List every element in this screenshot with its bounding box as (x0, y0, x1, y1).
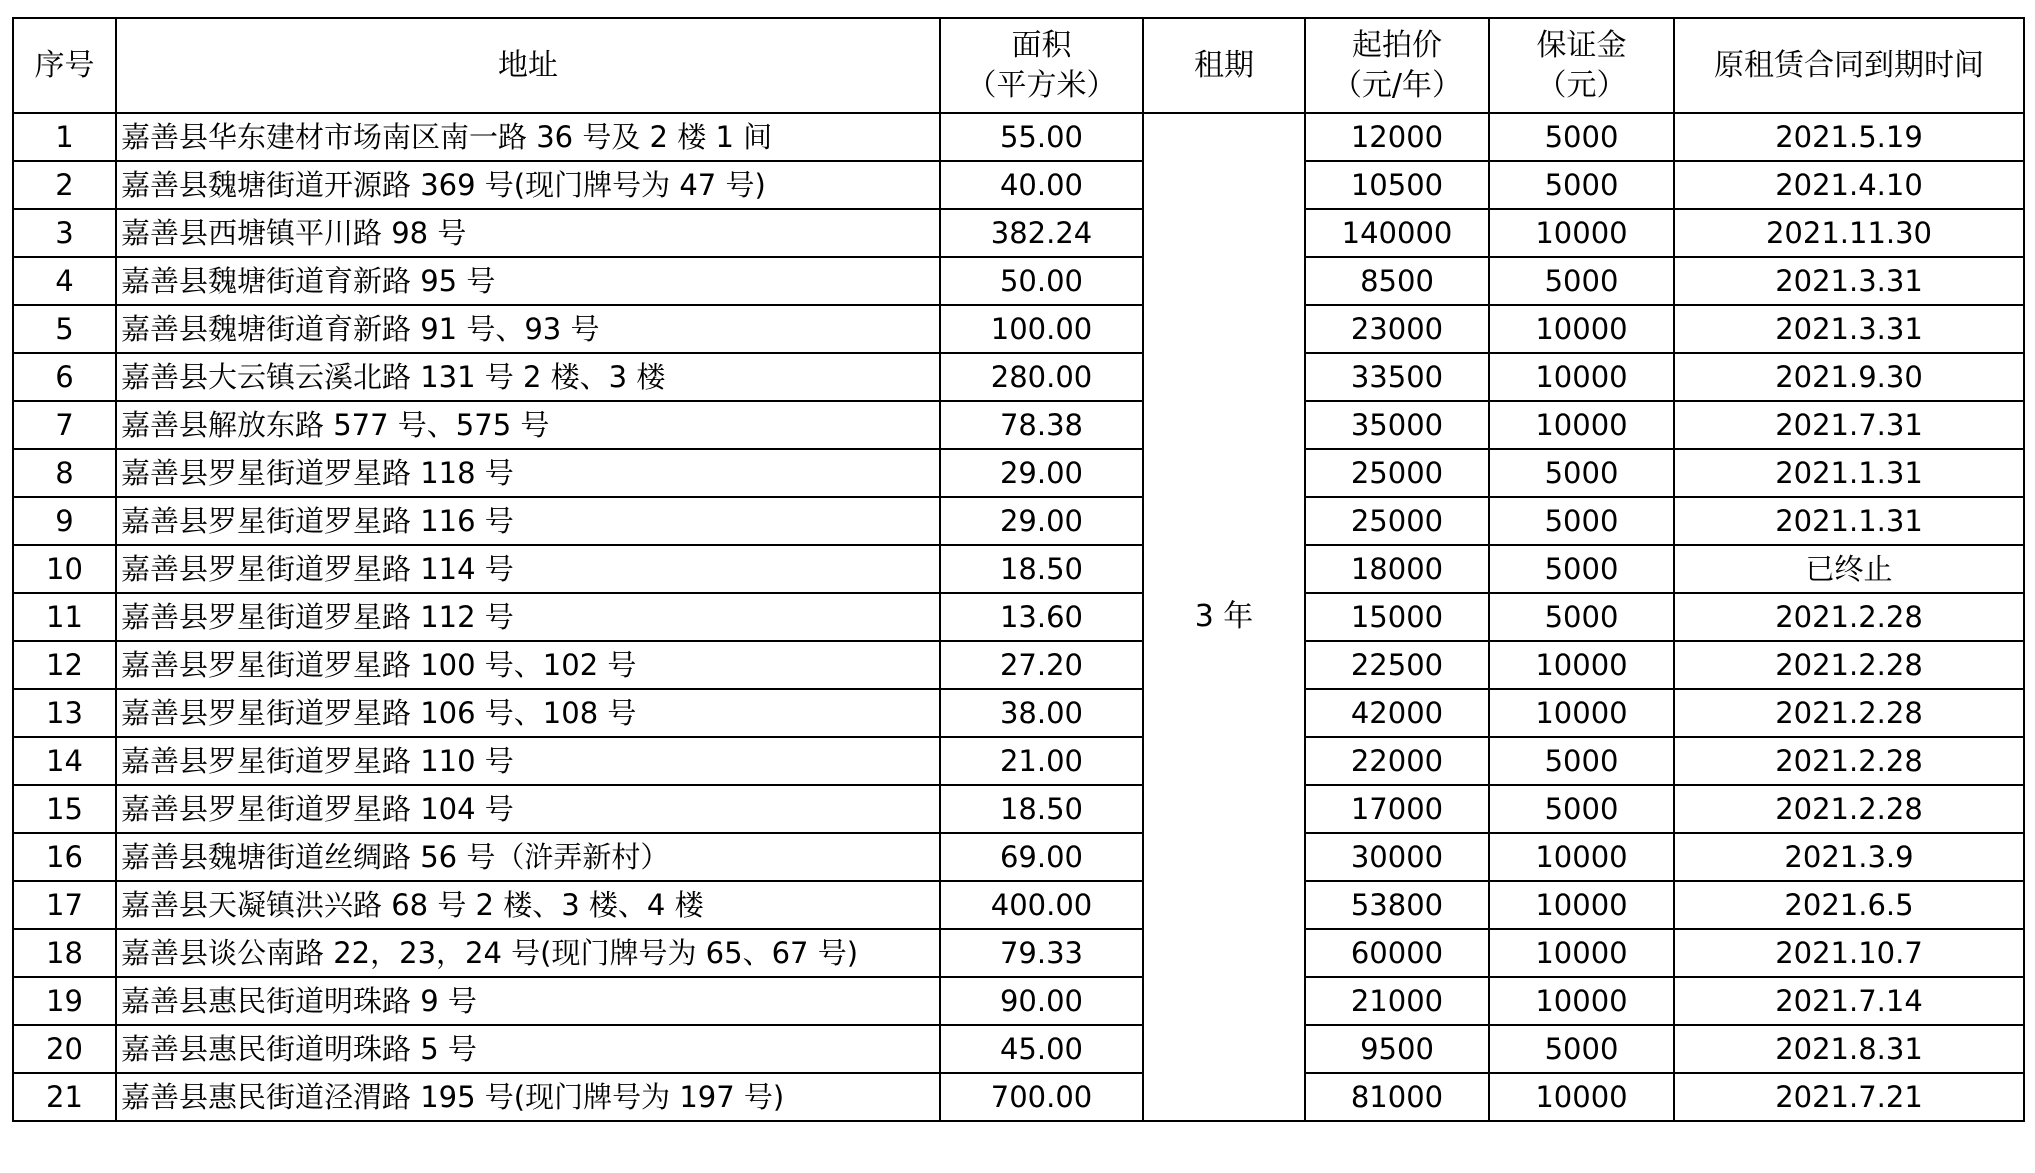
cell-expiry: 2021.2.28 (1674, 593, 2024, 641)
cell-deposit: 10000 (1489, 929, 1674, 977)
cell-expiry: 2021.3.31 (1674, 305, 2024, 353)
cell-address: 嘉善县解放东路 577 号、575 号 (116, 401, 940, 449)
cell-area: 69.00 (940, 833, 1143, 881)
cell-area: 79.33 (940, 929, 1143, 977)
cell-deposit: 5000 (1489, 593, 1674, 641)
cell-deposit: 10000 (1489, 641, 1674, 689)
table-row (13, 833, 2024, 881)
header-address: 地址 (116, 18, 940, 113)
cell-deposit: 10000 (1489, 833, 1674, 881)
lease-auction-table (12, 17, 2025, 1122)
table-header-row (13, 18, 2024, 113)
cell-seq: 4 (13, 257, 116, 305)
table-row (13, 353, 2024, 401)
cell-address: 嘉善县罗星街道罗星路 112 号 (116, 593, 940, 641)
cell-area: 700.00 (940, 1073, 1143, 1121)
cell-seq: 15 (13, 785, 116, 833)
cell-price: 140000 (1305, 209, 1489, 257)
header-area-line1: 面积 (1011, 27, 1072, 63)
cell-seq: 18 (13, 929, 116, 977)
cell-price: 33500 (1305, 353, 1489, 401)
cell-price: 53800 (1305, 881, 1489, 929)
cell-price: 17000 (1305, 785, 1489, 833)
cell-area: 29.00 (940, 497, 1143, 545)
cell-deposit: 5000 (1489, 545, 1674, 593)
cell-address: 嘉善县大云镇云溪北路 131 号 2 楼、3 楼 (116, 353, 940, 401)
cell-seq: 12 (13, 641, 116, 689)
cell-price: 8500 (1305, 257, 1489, 305)
header-expiry: 原租赁合同到期时间 (1674, 18, 2024, 113)
cell-area: 78.38 (940, 401, 1143, 449)
cell-deposit: 5000 (1489, 1025, 1674, 1073)
cell-deposit: 10000 (1489, 401, 1674, 449)
cell-deposit: 10000 (1489, 1073, 1674, 1121)
cell-expiry: 2021.4.10 (1674, 161, 2024, 209)
cell-expiry: 2021.2.28 (1674, 689, 2024, 737)
cell-deposit: 5000 (1489, 737, 1674, 785)
cell-seq: 1 (13, 113, 116, 161)
table-row (13, 161, 2024, 209)
cell-term: 3 年 (1143, 113, 1305, 1121)
cell-seq: 19 (13, 977, 116, 1025)
cell-deposit: 5000 (1489, 257, 1674, 305)
cell-expiry: 2021.2.28 (1674, 641, 2024, 689)
cell-price: 30000 (1305, 833, 1489, 881)
cell-area: 27.20 (940, 641, 1143, 689)
cell-expiry: 2021.5.19 (1674, 113, 2024, 161)
cell-deposit: 5000 (1489, 449, 1674, 497)
header-price (1305, 18, 1489, 113)
cell-address: 嘉善县惠民街道明珠路 5 号 (116, 1025, 940, 1073)
cell-deposit: 10000 (1489, 881, 1674, 929)
cell-area: 21.00 (940, 737, 1143, 785)
cell-expiry: 2021.10.7 (1674, 929, 2024, 977)
cell-deposit: 10000 (1489, 689, 1674, 737)
cell-address: 嘉善县魏塘街道育新路 95 号 (116, 257, 940, 305)
cell-address: 嘉善县惠民街道泾渭路 195 号(现门牌号为 197 号) (116, 1073, 940, 1121)
cell-area: 55.00 (940, 113, 1143, 161)
table-row (13, 401, 2024, 449)
cell-price: 23000 (1305, 305, 1489, 353)
cell-price: 25000 (1305, 449, 1489, 497)
header-deposit-line1: 保证金 (1536, 27, 1627, 63)
table-row (13, 113, 2024, 161)
table-row (13, 881, 2024, 929)
cell-seq: 9 (13, 497, 116, 545)
table-body (13, 113, 2024, 1121)
cell-area: 100.00 (940, 305, 1143, 353)
cell-expiry: 2021.6.5 (1674, 881, 2024, 929)
cell-deposit: 10000 (1489, 305, 1674, 353)
cell-area: 40.00 (940, 161, 1143, 209)
cell-deposit: 10000 (1489, 353, 1674, 401)
cell-address: 嘉善县罗星街道罗星路 116 号 (116, 497, 940, 545)
header-seq: 序号 (13, 18, 116, 113)
cell-price: 35000 (1305, 401, 1489, 449)
cell-area: 50.00 (940, 257, 1143, 305)
table-row (13, 1073, 2024, 1121)
header-area-line2: （平方米） (966, 67, 1117, 103)
cell-price: 9500 (1305, 1025, 1489, 1073)
cell-price: 22000 (1305, 737, 1489, 785)
cell-seq: 8 (13, 449, 116, 497)
cell-address: 嘉善县罗星街道罗星路 118 号 (116, 449, 940, 497)
cell-deposit: 5000 (1489, 161, 1674, 209)
cell-address: 嘉善县罗星街道罗星路 114 号 (116, 545, 940, 593)
table-row (13, 449, 2024, 497)
cell-area: 45.00 (940, 1025, 1143, 1073)
cell-price: 42000 (1305, 689, 1489, 737)
cell-expiry: 2021.2.28 (1674, 785, 2024, 833)
cell-seq: 13 (13, 689, 116, 737)
cell-area: 18.50 (940, 545, 1143, 593)
cell-price: 10500 (1305, 161, 1489, 209)
header-deposit-line2: （元） (1536, 67, 1627, 103)
table-row (13, 545, 2024, 593)
cell-deposit: 10000 (1489, 209, 1674, 257)
table-row (13, 785, 2024, 833)
cell-area: 90.00 (940, 977, 1143, 1025)
table-row (13, 977, 2024, 1025)
cell-address: 嘉善县罗星街道罗星路 106 号、108 号 (116, 689, 940, 737)
cell-expiry: 2021.3.31 (1674, 257, 2024, 305)
cell-seq: 14 (13, 737, 116, 785)
header-price-line2: （元/年） (1331, 67, 1463, 103)
cell-price: 15000 (1305, 593, 1489, 641)
cell-seq: 20 (13, 1025, 116, 1073)
cell-expiry: 2021.7.31 (1674, 401, 2024, 449)
cell-address: 嘉善县惠民街道明珠路 9 号 (116, 977, 940, 1025)
cell-area: 382.24 (940, 209, 1143, 257)
cell-area: 38.00 (940, 689, 1143, 737)
cell-address: 嘉善县天凝镇洪兴路 68 号 2 楼、3 楼、4 楼 (116, 881, 940, 929)
cell-seq: 2 (13, 161, 116, 209)
table-row (13, 257, 2024, 305)
cell-area: 400.00 (940, 881, 1143, 929)
cell-seq: 5 (13, 305, 116, 353)
cell-area: 29.00 (940, 449, 1143, 497)
cell-area: 13.60 (940, 593, 1143, 641)
table-row (13, 497, 2024, 545)
cell-address: 嘉善县罗星街道罗星路 110 号 (116, 737, 940, 785)
cell-address: 嘉善县西塘镇平川路 98 号 (116, 209, 940, 257)
table-row (13, 209, 2024, 257)
cell-expiry: 2021.8.31 (1674, 1025, 2024, 1073)
header-area (940, 18, 1143, 113)
cell-expiry: 2021.1.31 (1674, 449, 2024, 497)
cell-price: 60000 (1305, 929, 1489, 977)
cell-seq: 3 (13, 209, 116, 257)
table-row (13, 305, 2024, 353)
table-row (13, 641, 2024, 689)
table-row (13, 689, 2024, 737)
cell-price: 18000 (1305, 545, 1489, 593)
cell-price: 25000 (1305, 497, 1489, 545)
cell-expiry: 2021.2.28 (1674, 737, 2024, 785)
cell-deposit: 10000 (1489, 977, 1674, 1025)
cell-address: 嘉善县华东建材市场南区南一路 36 号及 2 楼 1 间 (116, 113, 940, 161)
cell-expiry: 2021.3.9 (1674, 833, 2024, 881)
cell-price: 21000 (1305, 977, 1489, 1025)
cell-seq: 10 (13, 545, 116, 593)
cell-address: 嘉善县谈公南路 22，23，24 号(现门牌号为 65、67 号) (116, 929, 940, 977)
cell-expiry: 已终止 (1674, 545, 2024, 593)
cell-expiry: 2021.11.30 (1674, 209, 2024, 257)
cell-area: 18.50 (940, 785, 1143, 833)
cell-expiry: 2021.7.21 (1674, 1073, 2024, 1121)
cell-deposit: 5000 (1489, 113, 1674, 161)
cell-address: 嘉善县魏塘街道丝绸路 56 号（浒弄新村） (116, 833, 940, 881)
table-row (13, 929, 2024, 977)
cell-address: 嘉善县罗星街道罗星路 104 号 (116, 785, 940, 833)
header-deposit (1489, 18, 1674, 113)
cell-area: 280.00 (940, 353, 1143, 401)
cell-seq: 6 (13, 353, 116, 401)
cell-seq: 17 (13, 881, 116, 929)
cell-address: 嘉善县魏塘街道育新路 91 号、93 号 (116, 305, 940, 353)
cell-deposit: 5000 (1489, 497, 1674, 545)
cell-address: 嘉善县魏塘街道开源路 369 号(现门牌号为 47 号) (116, 161, 940, 209)
cell-price: 12000 (1305, 113, 1489, 161)
cell-price: 22500 (1305, 641, 1489, 689)
table-row (13, 1025, 2024, 1073)
cell-seq: 21 (13, 1073, 116, 1121)
table-row (13, 593, 2024, 641)
cell-price: 81000 (1305, 1073, 1489, 1121)
table-row (13, 737, 2024, 785)
cell-expiry: 2021.9.30 (1674, 353, 2024, 401)
cell-expiry: 2021.1.31 (1674, 497, 2024, 545)
cell-seq: 16 (13, 833, 116, 881)
header-term: 租期 (1143, 18, 1305, 113)
header-price-line1: 起拍价 (1352, 27, 1442, 63)
cell-seq: 7 (13, 401, 116, 449)
cell-expiry: 2021.7.14 (1674, 977, 2024, 1025)
cell-address: 嘉善县罗星街道罗星路 100 号、102 号 (116, 641, 940, 689)
cell-seq: 11 (13, 593, 116, 641)
cell-deposit: 5000 (1489, 785, 1674, 833)
